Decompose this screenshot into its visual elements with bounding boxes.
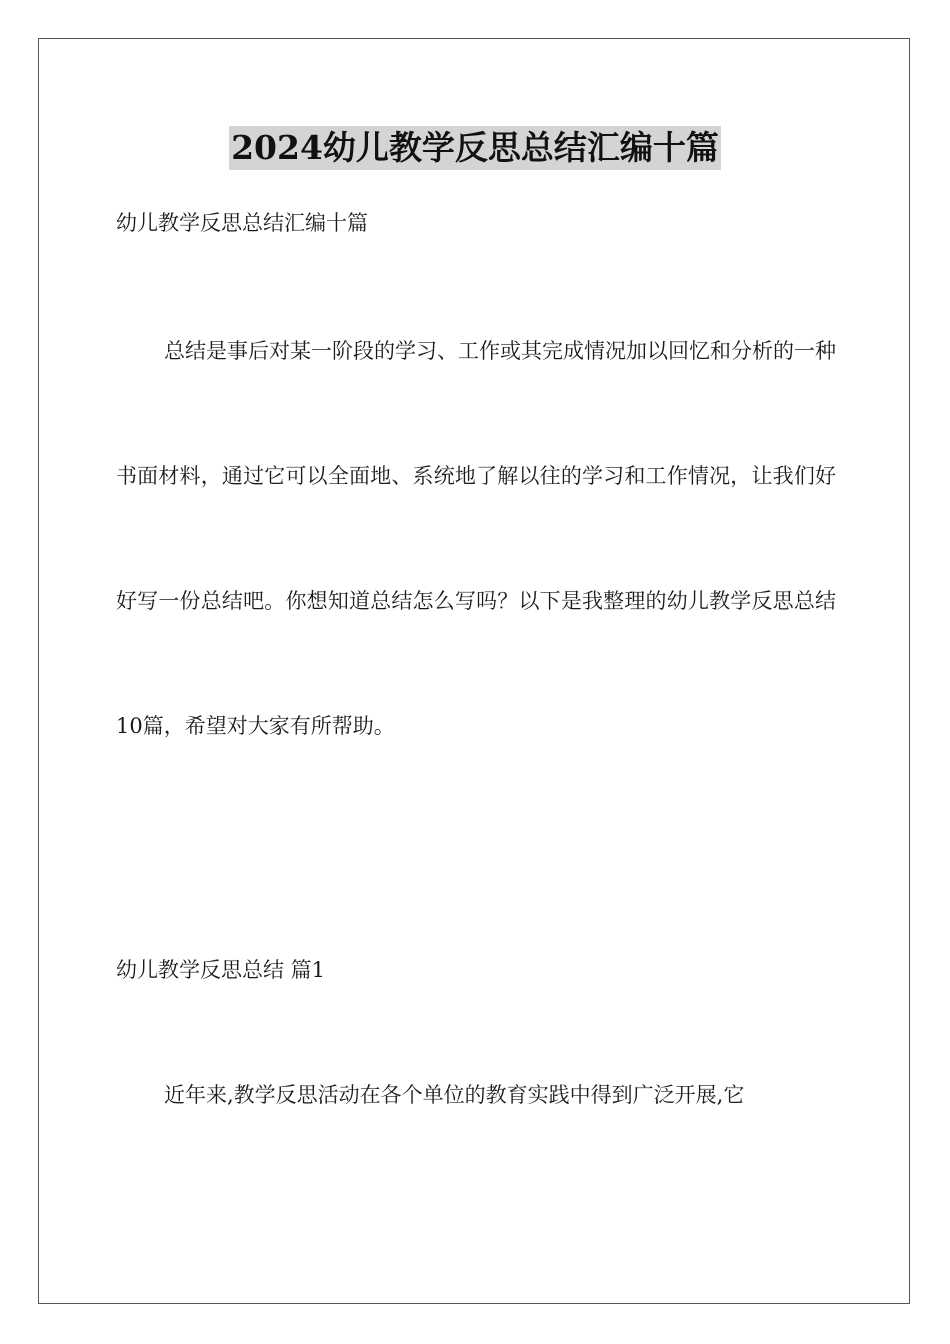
document-subtitle: 幼儿教学反思总结汇编十篇: [116, 211, 368, 235]
document-title: [0, 126, 950, 170]
intro-paragraph: 总结是事后对某一阶段的学习、工作或其完成情况加以回忆和分析的一种书面材料，通过它可以全面地、系统地了解以往的学习和工作情况，让我们好好写一份总结吧。你想知道总结怎么写吗？以下是我整理的幼儿教学反思总结10篇，希望对大家有所帮助。: [116, 339, 836, 738]
section-paragraph: 近年来,教学反思活动在各个单位的教育实践中得到广泛开展,它: [164, 1083, 745, 1107]
section-heading: 幼儿教学反思总结 篇1: [116, 958, 326, 982]
document-title-text: 2024幼儿教学反思总结汇编十篇: [229, 126, 721, 170]
